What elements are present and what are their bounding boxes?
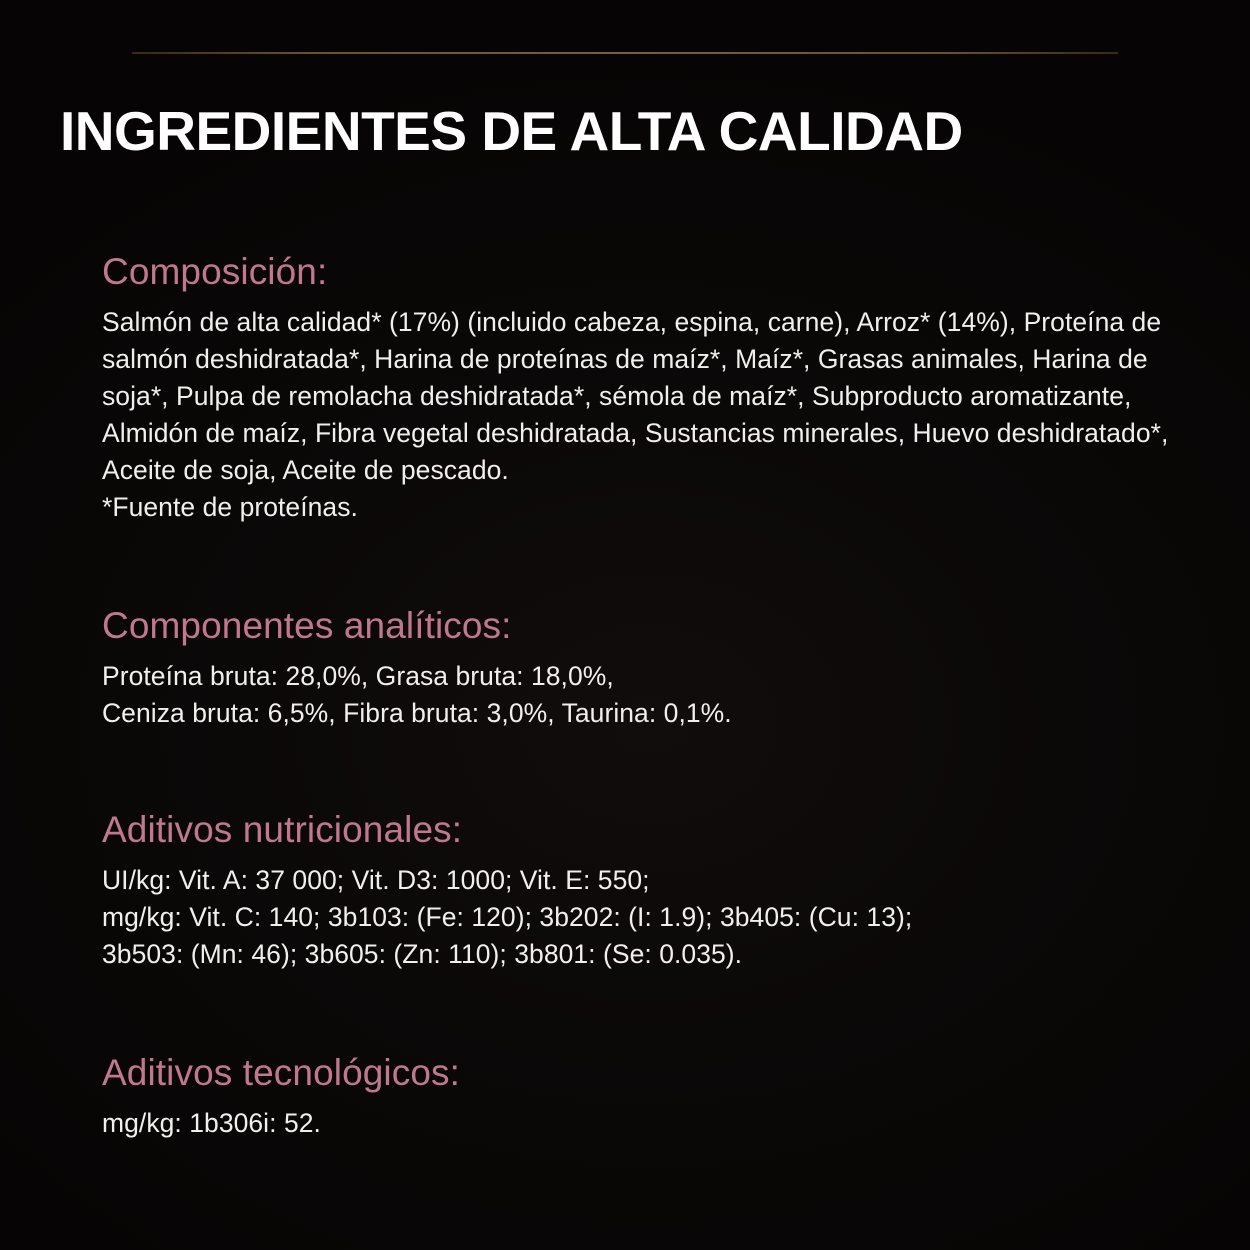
gold-divider-rule: [132, 52, 1118, 54]
section-componentes-analiticos: [56, 604, 1210, 732]
section-heading-aditivos-nutricionales: Aditivos nutricionales:: [102, 809, 463, 850]
section-composicion: [56, 250, 1210, 526]
section-heading-aditivos-tecnologicos: Aditivos tecnológicos:: [102, 1052, 460, 1093]
panel-content: [56, 100, 1210, 1142]
section-aditivos-nutricionales: [56, 808, 1210, 973]
section-heading-componentes-analiticos: Componentes analíticos:: [102, 605, 512, 646]
page-title: INGREDIENTES DE ALTA CALIDAD: [60, 100, 963, 162]
aditivos-tecnologicos-line-1: mg/kg: 1b306i: 52.: [102, 1108, 321, 1138]
componentes-line-2: Ceniza bruta: 6,5%, Fibra bruta: 3,0%, Taurina: 0,1%.: [102, 698, 732, 728]
composicion-footnote: *Fuente de proteínas.: [102, 492, 358, 522]
section-heading-composicion: Composición:: [102, 251, 328, 292]
section-aditivos-tecnologicos: [56, 1051, 1210, 1142]
componentes-line-1: Proteína bruta: 28,0%, Grasa bruta: 18,0%,: [102, 661, 614, 691]
aditivos-nutricionales-line-1: UI/kg: Vit. A: 37 000; Vit. D3: 1000; Vit. E: 550;: [102, 865, 650, 895]
composicion-body: Salmón de alta calidad* (17%) (incluido cabeza, espina, carne), Arroz* (14%), Proteína de salmón deshidratada*, Harina de proteínas de maíz*, Maíz*, Grasas animales, Harina de soja*, Pulpa de remolacha deshidratada*, sémola de maíz*, Subproducto aromatizante, Almidón de maíz, Fibra vegetal deshidratada, Sustancias minerales, Huevo deshidratado*, Aceite de soja, Aceite de pescado.: [102, 307, 1169, 485]
aditivos-nutricionales-line-3: 3b503: (Mn: 46); 3b605: (Zn: 110); 3b801: (Se: 0.035).: [102, 939, 743, 969]
aditivos-nutricionales-line-2: mg/kg: Vit. C: 140; 3b103: (Fe: 120); 3b202: (I: 1.9); 3b405: (Cu: 13);: [102, 902, 913, 932]
